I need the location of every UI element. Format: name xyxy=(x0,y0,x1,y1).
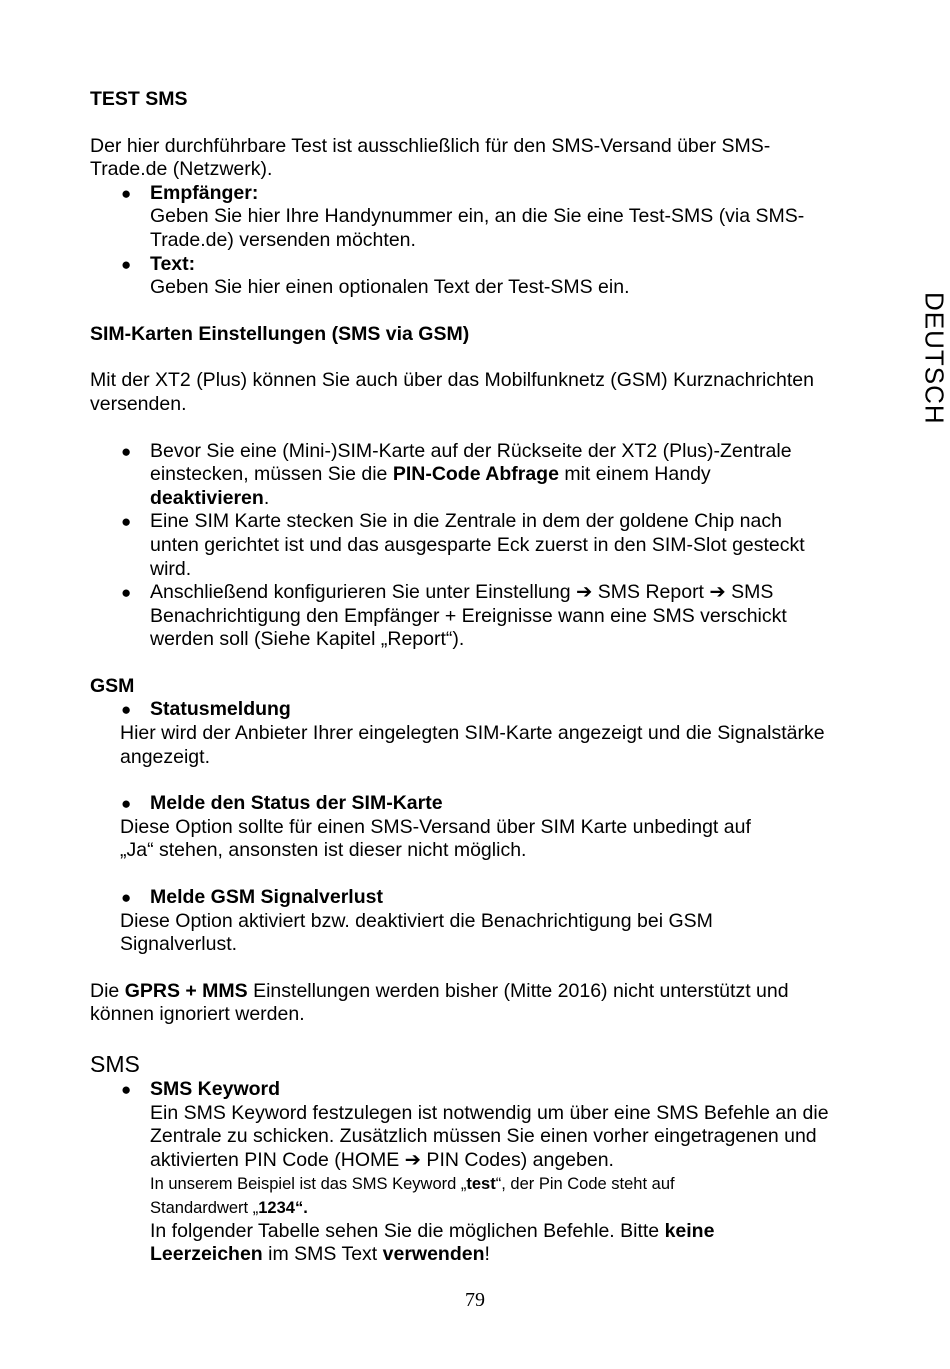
bullet-icon: ● xyxy=(121,512,132,532)
document-page xyxy=(90,88,862,1267)
list-item: ● Bevor Sie eine (Mini-)SIM-Karte auf der Rückseite der XT2 (Plus)-Zentrale einstecken, müssen Sie die PIN-Code Abfrage mit einem Handy deaktivieren. xyxy=(121,439,792,509)
gprs-note: Die GPRS + MMS Einstellungen werden bisher (Mitte 2016) nicht unterstützt und können ignoriert werden. xyxy=(90,979,789,1026)
arrow-right-icon: ➔ xyxy=(576,581,593,604)
side-language-tab: DEUTSCH xyxy=(919,292,950,425)
test-sms-intro: Der hier durchführbare Test ist ausschließlich für den SMS-Versand über SMS- Trade.de (Netzwerk). xyxy=(90,134,771,181)
arrow-right-icon: ➔ xyxy=(404,1148,422,1171)
gsm-list-3 xyxy=(90,886,862,910)
bullet-icon: ● xyxy=(121,254,132,274)
list-item: ● Anschließend konfigurieren Sie unter Einstellung ➔ SMS Report ➔ SMS Benachrichtigung den Empfänger + Ereignisse wann eine SMS verschickt werden soll (Siehe Kapitel „Report“). xyxy=(121,581,787,651)
arrow-right-icon: ➔ xyxy=(709,581,726,604)
bullet-icon: ● xyxy=(121,1080,132,1099)
gsm-heading: GSM xyxy=(90,674,135,697)
sim-intro: Mit der XT2 (Plus) können Sie auch über das Mobilfunknetz (GSM) Kurznachrichten versenden. xyxy=(90,369,814,415)
sim-list xyxy=(90,440,862,652)
gsm-status-text: Hier wird der Anbieter Ihrer eingelegten SIM-Karte angezeigt und die Signalstärke angezeigt. xyxy=(120,722,825,768)
list-item: ● Empfänger: Geben Sie hier Ihre Handynummer ein, an die Sie eine Test-SMS (via SMS- Trade.de) versenden möchten. xyxy=(121,181,805,251)
list-item: ● Text: Geben Sie hier einen optionalen Text der Test-SMS ein. xyxy=(121,252,630,299)
test-sms-list xyxy=(90,182,862,300)
list-item: ● Statusmeldung xyxy=(121,698,291,721)
bullet-icon: ● xyxy=(121,888,132,908)
bullet-icon: ● xyxy=(121,794,132,814)
sim-heading: SIM-Karten Einstellungen (SMS via GSM) xyxy=(90,322,470,345)
list-item: ● Eine SIM Karte stecken Sie in die Zentrale in dem der goldene Chip nach unten gerichtet ist und das ausgesparte Eck zuerst in den SIM-Slot gesteckt wird. xyxy=(121,510,805,580)
bullet-icon: ● xyxy=(121,183,132,203)
page-number: 79 xyxy=(465,1289,485,1311)
test-sms-heading: TEST SMS xyxy=(90,88,188,110)
gsm-sim-status-text: Diese Option sollte für einen SMS-Versand über SIM Karte unbedingt auf „Ja“ stehen, ansonsten ist dieser nicht möglich. xyxy=(120,815,751,862)
list-item: ● Melde den Status der SIM-Karte xyxy=(121,792,443,815)
gsm-list-2 xyxy=(90,792,862,816)
gsm-signal-text: Diese Option aktiviert bzw. deaktiviert die Benachrichtigung bei GSM Signalverlust. xyxy=(120,909,713,956)
bullet-icon: ● xyxy=(121,700,132,720)
gsm-list xyxy=(90,698,862,722)
bullet-icon: ● xyxy=(121,583,132,603)
bullet-icon: ● xyxy=(121,441,132,461)
list-item: ● Melde GSM Signalverlust xyxy=(121,886,383,909)
sms-heading: SMS xyxy=(90,1051,140,1077)
list-item: ● SMS Keyword Ein SMS Keyword festzulegen ist notwendig um über eine SMS Befehle an die Zentrale zu schicken. Zusätzlich müssen Sie einen vorher eingetragenen und aktivierten PIN Code (HOME ➔ PIN Codes) angeben. In unserem Beispiel ist das SMS Keyword „test“, der Pin Code steht auf Standardwert „1234“. In folgender Tabelle sehen Sie die möglichen Befehle. Bitte keine Leerzeichen im SMS Text verwenden! xyxy=(121,1078,829,1266)
sms-list xyxy=(90,1078,862,1267)
